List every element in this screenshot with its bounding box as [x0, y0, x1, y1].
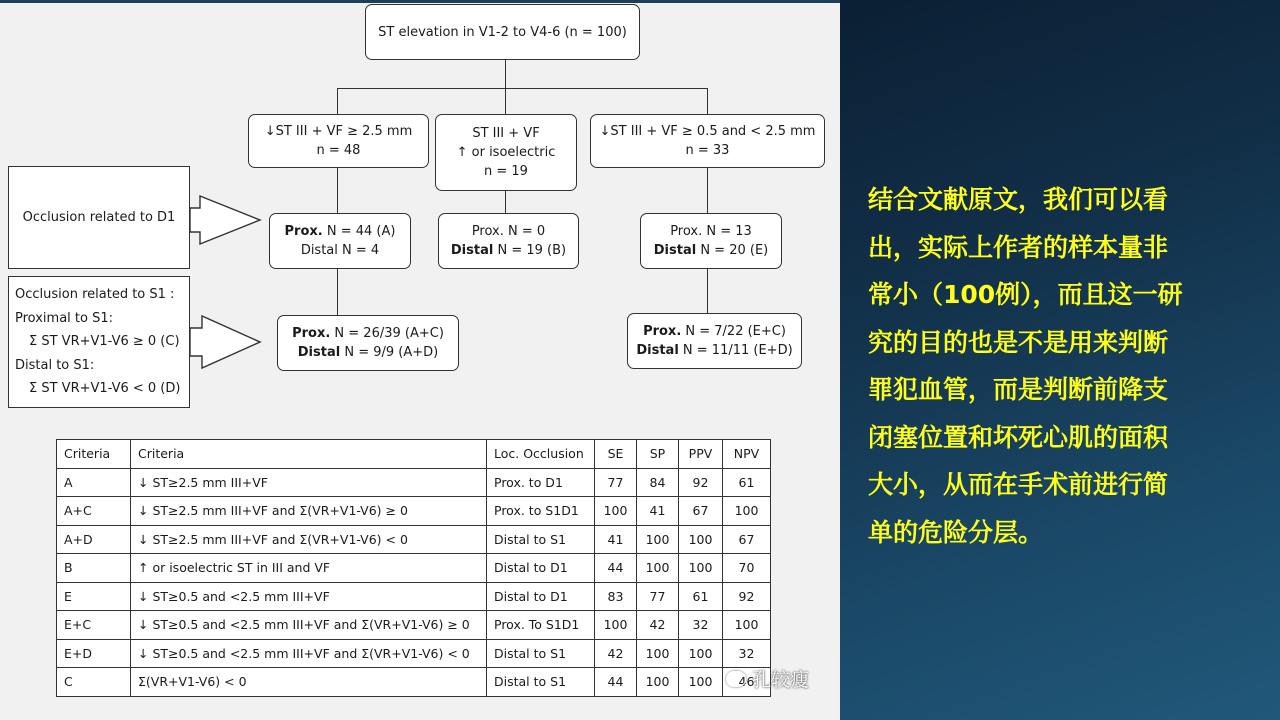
s1-arrow — [190, 314, 262, 370]
table-row — [57, 554, 771, 583]
branch-mid-line2: ↑ or isoelectric — [456, 145, 556, 160]
cell-ppv: 67 — [679, 497, 723, 526]
connector — [505, 59, 506, 89]
table-header-row — [57, 440, 771, 469]
cell-sp: 42 — [637, 611, 679, 640]
top-box-text: ST elevation in V1-2 to V4-6 (n = 100) — [378, 24, 627, 40]
branch-left-box — [248, 114, 429, 168]
header-ppv: PPV — [679, 440, 723, 469]
table-row — [57, 582, 771, 611]
d1-note-box — [8, 166, 190, 269]
top-box — [365, 4, 640, 60]
comment-line: 究的目的也是不是用来判断 — [868, 327, 1169, 357]
comment-line: 常小（100例），而且这一研 — [868, 280, 1183, 309]
cell-criteria: ↓ ST≥0.5 and <2.5 mm III+VF — [131, 582, 487, 611]
cell-se: 42 — [595, 639, 637, 668]
cell-location: Prox. to D1 — [487, 468, 595, 497]
comment-line: 大小，从而在手术前进行简 — [868, 470, 1169, 499]
header-loc-occlusion: Loc. Occlusion — [487, 440, 595, 469]
connector — [337, 88, 338, 115]
cell-npv: 46 — [723, 668, 771, 697]
cell-ppv: 92 — [679, 468, 723, 497]
cell-ppv: 32 — [679, 611, 723, 640]
chat-bubble-icon — [726, 671, 746, 687]
cell-ppv: 100 — [679, 639, 723, 668]
cell-se: 77 — [595, 468, 637, 497]
cell-sp: 100 — [637, 668, 679, 697]
cell-code: A — [57, 468, 131, 497]
table-row — [57, 639, 771, 668]
branch-mid-box — [435, 114, 577, 191]
cell-location: Distal to S1 — [487, 639, 595, 668]
table-row — [57, 497, 771, 526]
cell-sp: 100 — [637, 525, 679, 554]
branch-left-line2: n = 48 — [316, 143, 361, 158]
header-criteria-code: Criteria — [57, 440, 131, 469]
cell-se: 83 — [595, 582, 637, 611]
ac-box-prox: Prox. N = 26/39 (A+C) — [292, 326, 444, 341]
cell-npv: 70 — [723, 554, 771, 583]
table-row — [57, 468, 771, 497]
criteria-table — [56, 439, 771, 697]
cell-criteria: Σ(VR+V1-V6) < 0 — [131, 668, 487, 697]
cell-ppv: 100 — [679, 554, 723, 583]
s1-note-line1: Occlusion related to S1 : — [15, 287, 175, 303]
connector — [505, 88, 506, 115]
cell-code: A+D — [57, 525, 131, 554]
connector — [337, 167, 338, 214]
table-row — [57, 525, 771, 554]
s1-note-line4: Distal to S1: — [15, 357, 95, 373]
watermark-text: 孔较瘦 — [752, 669, 810, 691]
connector — [337, 88, 708, 89]
connector — [707, 268, 708, 314]
watermark — [726, 665, 809, 692]
cell-location: Distal to D1 — [487, 582, 595, 611]
cell-criteria: ↓ ST≥2.5 mm III+VF — [131, 468, 487, 497]
ed-box-distal: Distal N = 11/11 (E+D) — [636, 343, 793, 358]
cell-se: 44 — [595, 554, 637, 583]
a-box — [269, 213, 411, 269]
cell-ppv: 100 — [679, 525, 723, 554]
cell-criteria: ↓ ST≥0.5 and <2.5 mm III+VF and Σ(VR+V1-V6) ≥ 0 — [131, 611, 487, 640]
header-criteria: Criteria — [131, 440, 487, 469]
cell-location: Prox. To S1D1 — [487, 611, 595, 640]
cell-code: E — [57, 582, 131, 611]
comment-line: 出，实际上作者的样本量非 — [868, 232, 1169, 262]
b-box-prox: Prox. N = 0 — [471, 224, 546, 239]
cell-ppv: 100 — [679, 668, 723, 697]
table-row — [57, 611, 771, 640]
branch-mid-line3: n = 19 — [484, 164, 528, 179]
cell-se: 100 — [595, 497, 637, 526]
cell-criteria: ↓ ST≥0.5 and <2.5 mm III+VF and Σ(VR+V1-V6) < 0 — [131, 639, 487, 668]
ec-ed-box — [627, 313, 802, 369]
comment-line: 罪犯血管，而是判断前降支 — [868, 375, 1169, 404]
cell-code: C — [57, 668, 131, 697]
comment-line: 结合文献原文，我们可以看 — [868, 185, 1169, 214]
connector — [707, 167, 708, 214]
d1-arrow — [190, 194, 262, 246]
s1-note-line5: Σ ST VR+V1-V6 < 0 (D) — [29, 381, 181, 397]
cell-sp: 41 — [637, 497, 679, 526]
e-box-prox: Prox. N = 13 — [670, 224, 752, 239]
e-box-distal: Distal N = 20 (E) — [653, 243, 769, 258]
cell-code: E+D — [57, 639, 131, 668]
a-box-distal: Distal N = 4 — [300, 243, 380, 258]
cell-sp: 84 — [637, 468, 679, 497]
cell-npv: 92 — [723, 582, 771, 611]
cell-npv: 100 — [723, 497, 771, 526]
cell-code: A+C — [57, 497, 131, 526]
cell-code: B — [57, 554, 131, 583]
branch-left-line1: ↓ST III + VF ≥ 2.5 mm — [264, 124, 413, 139]
cell-location: Distal to S1 — [487, 668, 595, 697]
comment-text — [868, 176, 1228, 556]
cell-se: 41 — [595, 525, 637, 554]
branch-right-box — [590, 114, 825, 168]
cell-sp: 77 — [637, 582, 679, 611]
a-box-prox: Prox. N = 44 (A) — [284, 224, 396, 239]
b-box — [438, 213, 579, 269]
connector — [707, 88, 708, 115]
table-row — [57, 668, 771, 697]
cell-sp: 100 — [637, 554, 679, 583]
cell-se: 100 — [595, 611, 637, 640]
cell-se: 44 — [595, 668, 637, 697]
branch-right-line1: ↓ST III + VF ≥ 0.5 and < 2.5 mm — [599, 124, 816, 139]
header-se: SE — [595, 440, 637, 469]
header-sp: SP — [637, 440, 679, 469]
branch-right-line2: n = 33 — [685, 143, 730, 158]
s1-note-box — [8, 276, 190, 408]
s1-note-line2: Proximal to S1: — [15, 310, 113, 326]
cell-npv: 32 — [723, 639, 771, 668]
comment-line: 单的危险分层。 — [868, 517, 1044, 547]
cell-npv: 61 — [723, 468, 771, 497]
ad-box-distal: Distal N = 9/9 (A+D) — [297, 345, 439, 360]
cell-criteria: ↓ ST≥2.5 mm III+VF and Σ(VR+V1-V6) ≥ 0 — [131, 497, 487, 526]
cell-npv: 100 — [723, 611, 771, 640]
e-box — [640, 213, 782, 269]
cell-ppv: 61 — [679, 582, 723, 611]
branch-mid-line1: ST III + VF — [472, 126, 540, 141]
cell-location: Distal to D1 — [487, 554, 595, 583]
cell-sp: 100 — [637, 639, 679, 668]
s1-note-line3: Σ ST VR+V1-V6 ≥ 0 (C) — [29, 334, 180, 350]
comment-line: 闭塞位置和坏死心肌的面积 — [868, 422, 1169, 452]
cell-npv: 67 — [723, 525, 771, 554]
ac-ad-box — [277, 315, 459, 371]
header-npv: NPV — [723, 440, 771, 469]
d1-note-text: Occlusion related to D1 — [22, 210, 176, 225]
cell-criteria: ↓ ST≥2.5 mm III+VF and Σ(VR+V1-V6) < 0 — [131, 525, 487, 554]
connector — [337, 268, 338, 316]
cell-location: Distal to S1 — [487, 525, 595, 554]
cell-code: E+C — [57, 611, 131, 640]
cell-location: Prox. to S1D1 — [487, 497, 595, 526]
connector — [505, 190, 506, 214]
ec-box-prox: Prox. N = 7/22 (E+C) — [643, 324, 786, 339]
b-box-distal: Distal N = 19 (B) — [450, 243, 567, 258]
cell-criteria: ↑ or isoelectric ST in III and VF — [131, 554, 487, 583]
